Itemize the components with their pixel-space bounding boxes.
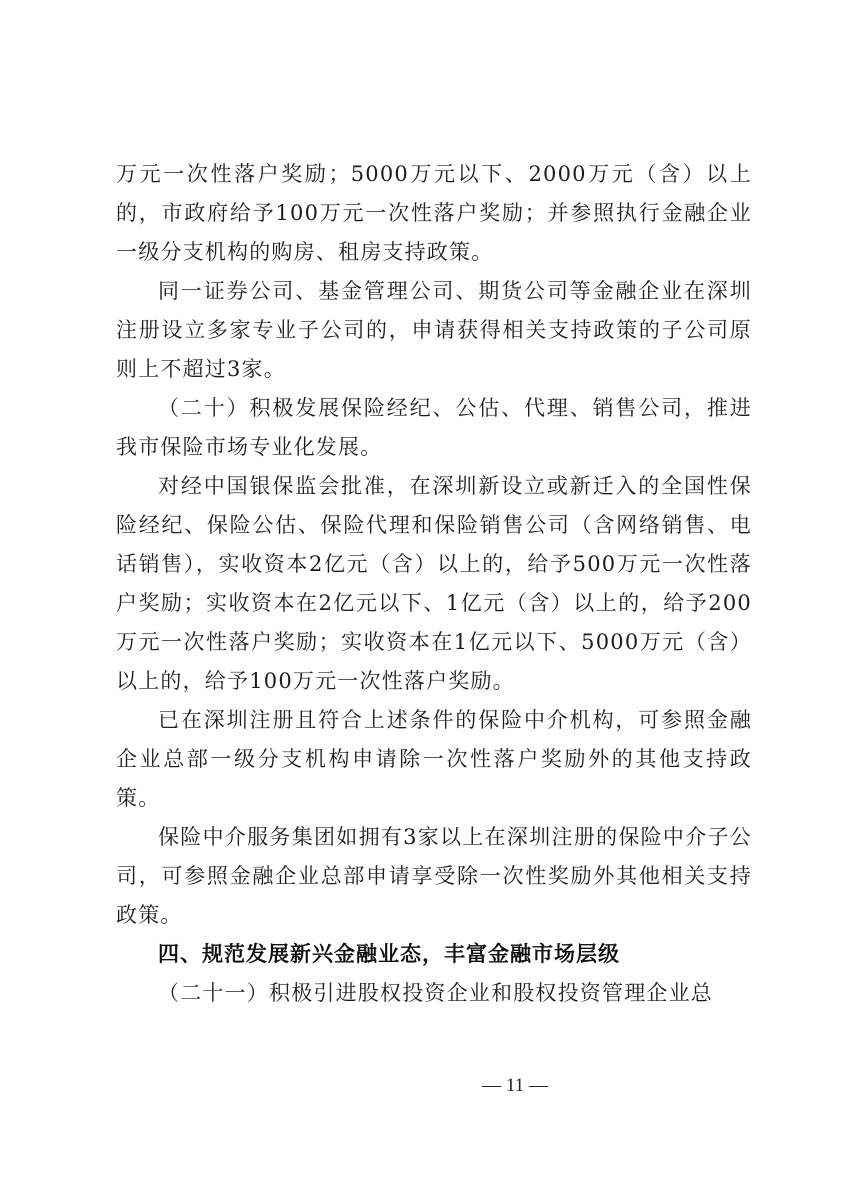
paragraph-registered-intermediaries: 已在深圳注册且符合上述条件的保险中介机构，可参照金融企业总部一级分支机构申请除一次性落户奖励外的其他支持政策。 xyxy=(116,708,752,810)
document-body xyxy=(116,155,752,1013)
page-number: — 11 — xyxy=(482,1075,548,1096)
section-heading-4: 四、规范发展新兴金融业态，丰富金融市场层级 xyxy=(158,942,620,966)
paragraph-insurance-intermediary-rewards: 对经中国银保监会批准，在深圳新设立或新迁入的全国性保险经纪、保险公估、保险代理和保险销售公司（含网络销售、电话销售），实收资本2亿元（含）以上的，给予500万元一次性落户奖励；实收资本在2亿元以下、1亿元（含）以上的，给予200万元一次性落户奖励；实收资本在1亿元以下、5000万元（含）以上的，给予100万元一次性落户奖励。 xyxy=(116,474,752,693)
paragraph-intermediary-group: 保险中介服务集团如拥有3家以上在深圳注册的保险中介子公司，可参照金融企业总部申请享受除一次性奖励外其他相关支持政策。 xyxy=(116,825,752,927)
paragraph-item-21-start: （二十一）积极引进股权投资企业和股权投资管理企业总 xyxy=(158,981,713,1005)
paragraph-continuation: 万元一次性落户奖励；5000万元以下、2000万元（含）以上的，市政府给予100万元一次性落户奖励；并参照执行金融企业一级分支机构的购房、租房支持政策。 xyxy=(116,162,752,264)
paragraph-subsidiary-limit: 同一证券公司、基金管理公司、期货公司等金融企业在深圳注册设立多家专业子公司的，申请获得相关支持政策的子公司原则上不超过3家。 xyxy=(116,279,752,381)
paragraph-item-20-title: （二十）积极发展保险经纪、公估、代理、销售公司，推进我市保险市场专业化发展。 xyxy=(116,396,752,459)
